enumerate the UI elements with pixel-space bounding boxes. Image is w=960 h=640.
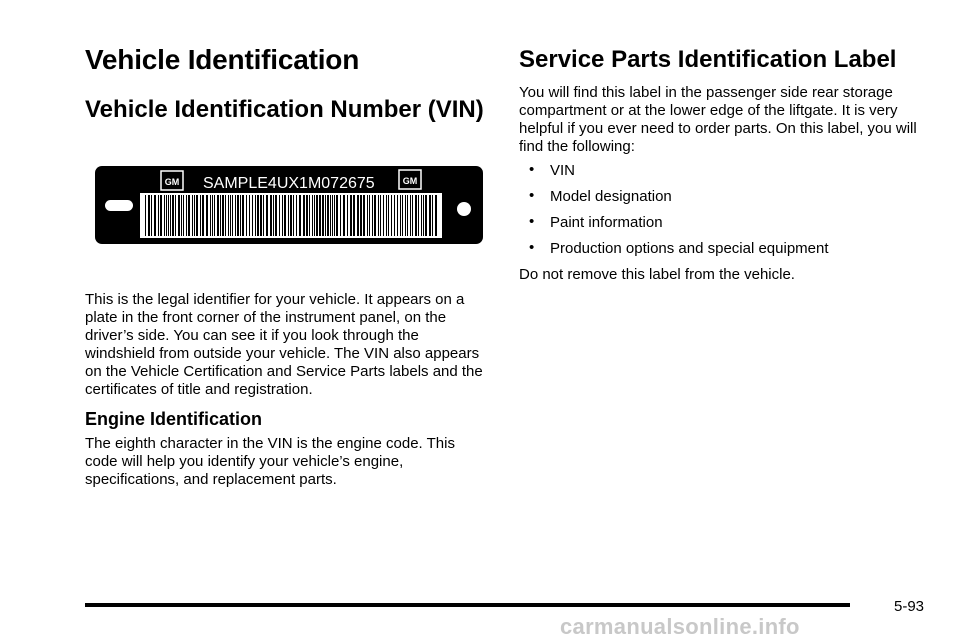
- barcode-bar: [252, 195, 253, 236]
- barcode-bar: [383, 195, 384, 236]
- barcode-bar: [166, 195, 167, 236]
- barcode-bar: [210, 195, 211, 236]
- svg-text:GM: GM: [164, 177, 180, 187]
- barcode-bar: [340, 195, 341, 236]
- footer-rule: [85, 603, 850, 607]
- list-item: • Production options and special equipment: [529, 239, 829, 257]
- barcode-bar: [357, 195, 359, 236]
- barcode-bar: [206, 195, 208, 236]
- barcode-bar: [290, 195, 292, 236]
- service-parts-intro: You will find this label in the passenger side rear storage compartment or at the lower edge of the liftgate. It is very helpful if you ever need to order parts. On this label, you will find the following:: [519, 84, 917, 155]
- barcode-bar: [202, 195, 204, 236]
- barcode-bar: [279, 195, 280, 236]
- left-column: [85, 40, 490, 489]
- barcode-bar: [347, 195, 348, 236]
- barcode-bar: [160, 195, 162, 236]
- vin-number-text: SAMPLE4UX1M072675: [203, 175, 375, 192]
- barcode-bar: [325, 195, 326, 236]
- gm-logo-left-icon: [161, 171, 183, 190]
- barcode-bar: [293, 195, 294, 236]
- service-parts-heading: Service Parts Identification Label: [519, 46, 897, 73]
- barcode-bar: [353, 195, 355, 236]
- barcode-bar: [270, 195, 272, 236]
- barcode-bar: [275, 195, 277, 236]
- barcode-bar: [220, 195, 221, 236]
- page-title: Vehicle Identification: [85, 44, 360, 75]
- barcode-bar: [175, 195, 176, 236]
- barcode-bar: [200, 195, 201, 236]
- gm-logo-right-icon: [399, 170, 421, 189]
- barcode-bar: [284, 195, 286, 236]
- barcode-bar: [394, 195, 395, 236]
- barcode-bar: [363, 195, 365, 236]
- barcode-bar: [322, 195, 324, 236]
- barcode-bar: [172, 195, 174, 236]
- barcode-bar: [260, 195, 262, 236]
- watermark: carmanualsonline.info: [560, 614, 800, 639]
- barcode-bar: [332, 195, 333, 236]
- list-item: • Paint information: [529, 213, 663, 231]
- vin-description: This is the legal identifier for your vehicle. It appears on a plate in the front corner of the instrument panel, on the driver’s side. You can see it if you look through the windshield from outside your vehicle. The VIN also appears on the Vehicle Certification and Service Parts labels and the certificates of title and registration.: [85, 291, 483, 398]
- barcode-bar: [237, 195, 239, 236]
- barcode-bar: [145, 195, 146, 236]
- barcode-bar: [235, 195, 236, 236]
- barcode-bar: [217, 195, 219, 236]
- bullet-icon: •: [529, 161, 535, 178]
- barcode-bar: [196, 195, 198, 236]
- barcode-bar: [194, 195, 195, 236]
- barcode-bar: [257, 195, 259, 236]
- barcode-bar: [178, 195, 180, 236]
- barcode-bar: [230, 195, 231, 236]
- barcode-bar: [412, 195, 413, 236]
- list-item: • Model designation: [529, 187, 672, 205]
- barcode-bar: [350, 195, 352, 236]
- barcode-bar: [168, 195, 169, 236]
- bullet-icon: •: [529, 187, 535, 204]
- barcode-bar: [309, 195, 310, 236]
- barcode-bar: [423, 195, 424, 236]
- barcode-bar: [225, 195, 226, 236]
- barcode-bar: [418, 195, 419, 236]
- barcode-bar: [425, 195, 427, 236]
- barcode-bar: [148, 195, 150, 236]
- barcode-bar: [380, 195, 381, 236]
- barcode-bar: [249, 195, 250, 236]
- barcode-bar: [303, 195, 305, 236]
- barcode-bar: [369, 195, 370, 236]
- barcode-bar: [386, 195, 387, 236]
- barcode-bar: [421, 195, 422, 236]
- barcode-bar: [391, 195, 392, 236]
- svg-text:GM: GM: [402, 176, 418, 186]
- barcode-bar: [367, 195, 368, 236]
- barcode-bar: [154, 195, 156, 236]
- vin-heading: Vehicle Identification Number (VIN): [85, 96, 484, 123]
- barcode-bar: [405, 195, 406, 236]
- barcode-bar: [228, 195, 229, 236]
- barcode-bar: [151, 195, 152, 236]
- service-parts-list: [519, 162, 934, 258]
- list-item: • VIN: [529, 161, 576, 179]
- barcode-bar: [181, 195, 182, 236]
- barcode-bar: [314, 195, 315, 236]
- barcode-bar: [327, 195, 329, 236]
- engine-heading: Engine Identification: [85, 409, 263, 429]
- barcode-bar: [214, 195, 215, 236]
- barcode-bar: [316, 195, 318, 236]
- vin-plate-illustration: [95, 166, 483, 244]
- barcode-bar: [232, 195, 233, 236]
- barcode-bar: [306, 195, 308, 236]
- barcode-bar: [343, 195, 345, 236]
- barcode-bar: [296, 195, 297, 236]
- barcode-bar: [330, 195, 331, 236]
- barcode-bar: [400, 195, 401, 236]
- barcode-bar: [192, 195, 193, 236]
- barcode-bar: [170, 195, 171, 236]
- page-number: 5-93: [894, 598, 925, 615]
- barcode-bar: [407, 195, 408, 236]
- barcode-bar: [429, 195, 431, 236]
- vin-plate-figure: [95, 166, 490, 249]
- barcode-bar: [360, 195, 362, 236]
- barcode-bar: [240, 195, 241, 236]
- barcode-bar: [263, 195, 264, 236]
- bullet-icon: •: [529, 239, 535, 256]
- right-column: [519, 40, 934, 284]
- barcode-bar: [288, 195, 289, 236]
- barcode-bar: [410, 195, 411, 236]
- barcode-bar: [246, 195, 247, 236]
- barcode-bar: [242, 195, 244, 236]
- barcode-bar: [222, 195, 224, 236]
- barcode-bar: [273, 195, 274, 236]
- barcode-bar: [164, 195, 165, 236]
- barcode-bar: [378, 195, 379, 236]
- service-parts-closing: Do not remove this label from the vehicle.: [519, 266, 795, 283]
- barcode-bar: [435, 195, 437, 236]
- vin-plate-hole: [457, 202, 471, 216]
- barcode-bar: [212, 195, 213, 236]
- barcode-bar: [266, 195, 268, 236]
- barcode-bar: [336, 195, 338, 236]
- bullet-icon: •: [529, 213, 535, 230]
- barcode-bar: [312, 195, 313, 236]
- barcode-bar: [299, 195, 301, 236]
- barcode-bar: [372, 195, 373, 236]
- barcode-bar: [374, 195, 376, 236]
- barcode-bar: [255, 195, 256, 236]
- barcode-bar: [397, 195, 398, 236]
- barcode-bar: [188, 195, 190, 236]
- barcode-bar: [388, 195, 389, 236]
- barcode-bar: [183, 195, 184, 236]
- engine-description: The eighth character in the VIN is the engine code. This code will help you identify your vehicle’s engine, specifications, and replacement parts.: [85, 435, 455, 488]
- barcode-bar: [186, 195, 187, 236]
- barcode-bar: [415, 195, 417, 236]
- barcode-bar: [282, 195, 283, 236]
- barcode-bar: [319, 195, 321, 236]
- barcode-bar: [432, 195, 433, 236]
- barcode-bar: [158, 195, 159, 236]
- barcode-bar: [402, 195, 403, 236]
- barcode-bar: [334, 195, 335, 236]
- vin-plate-slot: [105, 200, 133, 211]
